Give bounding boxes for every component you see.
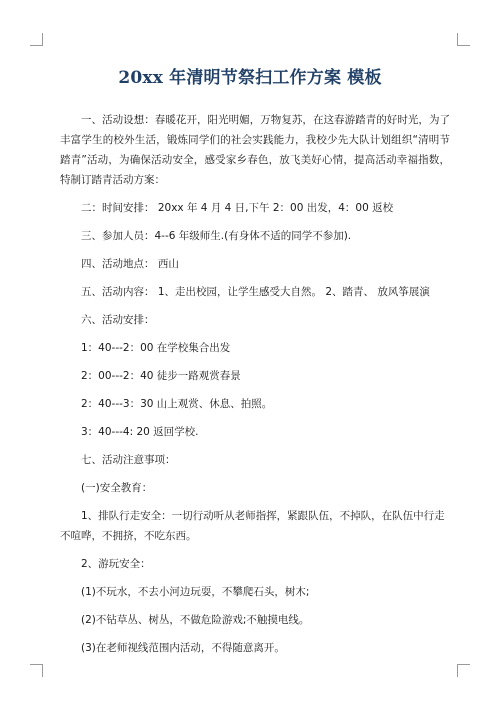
paragraph-schedule-2: 2：00---2：40 徒步一路观赏春景 — [81, 370, 241, 382]
document-body — [60, 110, 450, 658]
paragraph-safety-education: (一)安全教育： — [81, 482, 153, 494]
paragraph-schedule-3: 2：40---3：30 山上观赏、休息、拍照。 — [81, 398, 273, 410]
paragraph-location: 四、活动地点： 西山 — [81, 258, 179, 270]
paragraph-rule-2: (2)不钻草丛、树丛，不做危险游戏;不触摸电线。 — [81, 614, 310, 626]
paragraph-rule-3: (3)在老师视线范围内活动，不得随意离开。 — [81, 642, 285, 654]
paragraph-content: 五、活动内容： 1、走出校园，让学生感受大自然。 2、踏青、 放风筝展演 — [81, 286, 430, 298]
crop-mark-top-left — [30, 33, 43, 46]
paragraph-schedule-1: 1：40---2：00 在学校集合出发 — [81, 342, 231, 354]
paragraph-play-safety: 2、游玩安全： — [81, 558, 151, 570]
crop-mark-bottom-right — [457, 664, 470, 677]
paragraph-precautions-heading: 七、活动注意事项： — [81, 454, 176, 466]
paragraph-walking-safety: 1、排队行走安全：一切行动听从老师指挥，紧跟队伍，不掉队，在队伍中行走不喧哗，不拥挤，不吃东西。 — [60, 510, 445, 542]
paragraph-activity-concept: 一、活动设想：春暖花开，阳光明媚，万物复苏，在这春游踏青的好时光，为了丰富学生的校外生活，锻炼同学们的社会实践能力，我校少先大队计划组织“清明节踏青”活动，为确保活动安全，感受家乡春色，放飞美好心情，提高活动幸福指数，特制订踏青活动方案： — [60, 114, 450, 186]
paragraph-participants: 三、参加人员：4--6 年级师生.(有身体不适的同学不参加). — [81, 230, 352, 242]
paragraph-rule-1: (1)不玩水，不去小河边玩耍，不攀爬石头，树木; — [81, 586, 310, 598]
crop-mark-top-right — [457, 33, 470, 46]
crop-mark-bottom-left — [30, 664, 43, 677]
paragraph-schedule-4: 3：40---4: 20 返回学校. — [81, 426, 199, 438]
document-title: 20xx 年清明节祭扫工作方案 模板 — [118, 68, 382, 88]
paragraph-schedule-heading: 六、活动安排： — [81, 314, 155, 326]
paragraph-time: 二：时间安排： 20xx 年 4 月 4 日,下午 2：00 出发，4：00 返校 — [81, 202, 394, 214]
